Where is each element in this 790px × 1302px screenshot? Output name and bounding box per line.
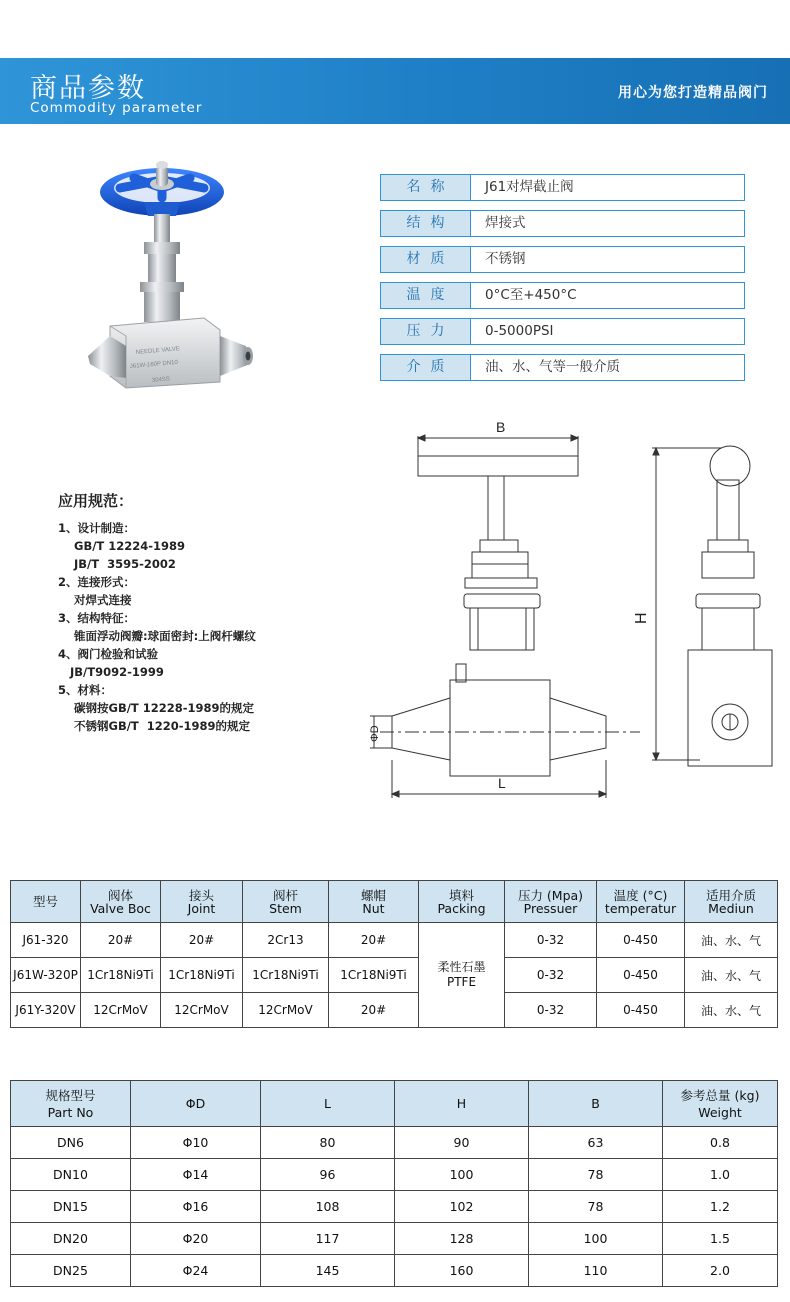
cell-temp: 0-450 xyxy=(597,958,685,993)
param-key: 结构 xyxy=(381,211,471,236)
table-row xyxy=(11,923,778,958)
cell-stem: 1Cr18Ni9Ti xyxy=(243,958,329,993)
cell-part: DN25 xyxy=(11,1255,131,1287)
table-row xyxy=(11,1127,778,1159)
table-header-row xyxy=(11,1081,778,1127)
cell-packing: 柔性石墨 PTFE xyxy=(419,923,505,1028)
cell-nut: 20# xyxy=(329,923,419,958)
standards-line: 5、材料： xyxy=(58,683,113,697)
table-row xyxy=(11,993,778,1028)
svg-text:J61W-160P DN10: J61W-160P DN10 xyxy=(129,359,179,370)
standards-line: JB/T9092-1999 xyxy=(58,665,164,679)
dimension-label-b: B xyxy=(496,419,506,435)
standards-line: 碳钢按GB/T 12228-1989的规定 xyxy=(58,701,255,715)
standards-line: JB/T 3595-2002 xyxy=(58,557,176,571)
header-cell: 填料 Packing xyxy=(419,881,505,923)
table-header-row xyxy=(11,881,778,923)
param-value: J61对焊截止阀 xyxy=(485,179,574,195)
cell-l: 108 xyxy=(261,1191,395,1223)
header-cell: 型号 xyxy=(11,881,81,923)
svg-text:304SS: 304SS xyxy=(151,376,171,384)
table-row xyxy=(11,958,778,993)
header-cell: ΦD xyxy=(131,1081,261,1127)
banner-title: 商品参数 xyxy=(30,73,146,104)
header-cell: H xyxy=(395,1081,529,1127)
material-table xyxy=(10,880,778,1028)
dimension-table xyxy=(10,1080,778,1287)
cell-weight: 2.0 xyxy=(663,1255,778,1287)
cell-part: DN6 xyxy=(11,1127,131,1159)
standards-line: 锥面浮动阀瓣:球面密封:上阀杆螺纹 xyxy=(58,629,256,643)
param-row xyxy=(380,354,745,381)
cell-medium: 油、水、气 xyxy=(685,923,778,958)
cell-stem: 2Cr13 xyxy=(243,923,329,958)
param-key: 压力 xyxy=(381,319,471,344)
header-cell: 接头 Joint xyxy=(161,881,243,923)
header-cell: L xyxy=(261,1081,395,1127)
header-cell: 温度 (°C) temperatur xyxy=(597,881,685,923)
header-banner xyxy=(0,58,790,124)
header-cell: 阀体 Valve Boc xyxy=(81,881,161,923)
standards-line: 3、结构特征： xyxy=(58,611,136,625)
cell-d: Φ20 xyxy=(131,1223,261,1255)
standards-line: 2、连接形式： xyxy=(58,575,136,589)
svg-text:NEEDLE VALVE: NEEDLE VALVE xyxy=(135,346,181,356)
param-value: 0-5000PSI xyxy=(485,323,554,339)
cell-h: 100 xyxy=(395,1159,529,1191)
cell-h: 128 xyxy=(395,1223,529,1255)
header-cell: 压力 (Mpa) Pressuer xyxy=(505,881,597,923)
cell-nut: 1Cr18Ni9Ti xyxy=(329,958,419,993)
cell-pressure: 0-32 xyxy=(505,993,597,1028)
cell-d: Φ16 xyxy=(131,1191,261,1223)
param-key: 介质 xyxy=(381,355,471,380)
cell-body: 1Cr18Ni9Ti xyxy=(81,958,161,993)
cell-temp: 0-450 xyxy=(597,993,685,1028)
param-value: 焊接式 xyxy=(485,215,526,231)
cell-stem: 12CrMoV xyxy=(243,993,329,1028)
cell-b: 110 xyxy=(529,1255,663,1287)
standards-line: 对焊式连接 xyxy=(58,593,132,607)
cell-b: 63 xyxy=(529,1127,663,1159)
cell-l: 96 xyxy=(261,1159,395,1191)
cell-weight: 1.0 xyxy=(663,1159,778,1191)
dimension-label-d: ΦD xyxy=(369,725,381,742)
table-row xyxy=(11,1255,778,1287)
header-cell: 适用介质 Mediun xyxy=(685,881,778,923)
banner-subtitle: Commodity parameter xyxy=(30,100,203,116)
cell-part: DN15 xyxy=(11,1191,131,1223)
cell-pressure: 0-32 xyxy=(505,958,597,993)
table-row xyxy=(11,1191,778,1223)
cell-d: Φ24 xyxy=(131,1255,261,1287)
cell-joint: 20# xyxy=(161,923,243,958)
standards-line: 1、设计制造： xyxy=(58,521,136,535)
dimension-label-h: H xyxy=(633,612,650,624)
table-row xyxy=(11,1159,778,1191)
cell-body: 12CrMoV xyxy=(81,993,161,1028)
header-cell: 螺帽 Nut xyxy=(329,881,419,923)
header-cell: B xyxy=(529,1081,663,1127)
product-photo xyxy=(80,150,260,390)
param-row xyxy=(380,282,745,309)
cell-b: 78 xyxy=(529,1191,663,1223)
param-key: 温度 xyxy=(381,283,471,308)
param-row xyxy=(380,246,745,273)
parameter-list xyxy=(380,174,745,390)
param-value: 油、水、气等一般介质 xyxy=(485,359,620,375)
param-key: 名称 xyxy=(381,175,471,200)
cell-temp: 0-450 xyxy=(597,923,685,958)
cell-d: Φ10 xyxy=(131,1127,261,1159)
dimension-label-l: L xyxy=(498,775,506,791)
cell-l: 80 xyxy=(261,1127,395,1159)
cell-weight: 0.8 xyxy=(663,1127,778,1159)
cell-h: 160 xyxy=(395,1255,529,1287)
cell-part: DN10 xyxy=(11,1159,131,1191)
param-value: 不锈钢 xyxy=(485,251,526,267)
cell-b: 100 xyxy=(529,1223,663,1255)
cell-h: 102 xyxy=(395,1191,529,1223)
standards-heading: 应用规范： xyxy=(58,492,134,510)
header-cell: 规格型号 Part No xyxy=(11,1081,131,1127)
cell-weight: 1.5 xyxy=(663,1223,778,1255)
standards-line: GB/T 12224-1989 xyxy=(58,539,186,553)
technical-drawing xyxy=(360,418,790,810)
cell-d: Φ14 xyxy=(131,1159,261,1191)
param-value: 0°C至+450°C xyxy=(485,287,577,303)
param-key: 材质 xyxy=(381,247,471,272)
header-cell: 阀杆 Stem xyxy=(243,881,329,923)
cell-h: 90 xyxy=(395,1127,529,1159)
cell-medium: 油、水、气 xyxy=(685,958,778,993)
param-row xyxy=(380,174,745,201)
cell-medium: 油、水、气 xyxy=(685,993,778,1028)
cell-l: 117 xyxy=(261,1223,395,1255)
cell-part: DN20 xyxy=(11,1223,131,1255)
cell-b: 78 xyxy=(529,1159,663,1191)
param-row xyxy=(380,210,745,237)
cell-model: J61-320 xyxy=(11,923,81,958)
cell-nut: 20# xyxy=(329,993,419,1028)
cell-l: 145 xyxy=(261,1255,395,1287)
header-cell: 参考总量 (kg) Weight xyxy=(663,1081,778,1127)
cell-joint: 1Cr18Ni9Ti xyxy=(161,958,243,993)
standards-section xyxy=(58,490,358,735)
cell-weight: 1.2 xyxy=(663,1191,778,1223)
banner-slogan: 用心为您打造精品阀门 xyxy=(618,85,768,101)
standards-line: 4、阀门检验和试验 xyxy=(58,647,159,661)
table-row xyxy=(11,1223,778,1255)
cell-joint: 12CrMoV xyxy=(161,993,243,1028)
cell-model: J61Y-320V xyxy=(11,993,81,1028)
param-row xyxy=(380,318,745,345)
cell-pressure: 0-32 xyxy=(505,923,597,958)
cell-model: J61W-320P xyxy=(11,958,81,993)
cell-body: 20# xyxy=(81,923,161,958)
standards-line: 不锈钢GB/T 1220-1989的规定 xyxy=(58,719,251,733)
